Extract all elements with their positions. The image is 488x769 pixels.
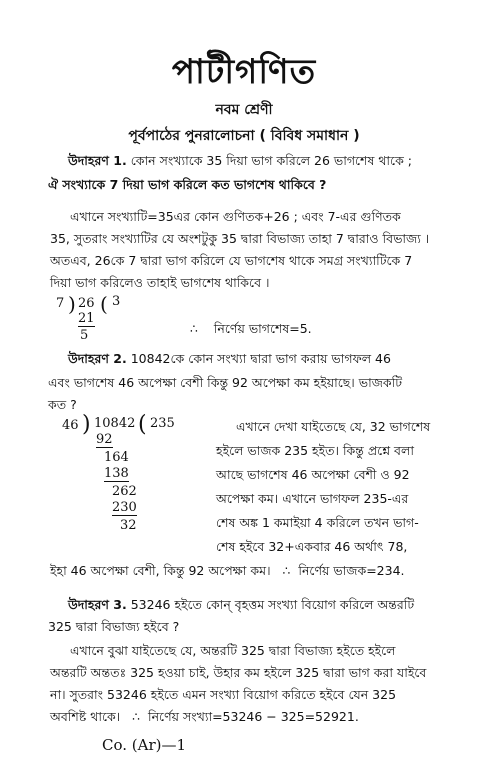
page-footer: Co. (Ar)—1 xyxy=(102,736,187,754)
ex3-answer-line xyxy=(50,706,359,728)
ex2-question-line-2: এবং ভাগশেষ 46 অপেক্ষা বেশী কিন্তু 92 অপেক্ষা কম হইয়াছে। ভাজকটি xyxy=(48,375,403,390)
ex2-step-1: 92 xyxy=(96,432,113,447)
ex1-solution-line-4: দিয়া ভাগ করিলেও তাহাই ভাগশেষ থাকিবে । xyxy=(50,275,270,290)
class-label: নবম শ্রেণী xyxy=(215,102,273,118)
ex1-div-bracket-right: ( xyxy=(100,292,108,316)
ex3-solution-line-4: অবশিষ্ট থাকে। xyxy=(50,709,121,724)
ex1-question-line-1 xyxy=(68,150,412,172)
ex2-explanation-line-7: ইহা 46 অপেক্ষা বেশী, কিন্তু 92 অপেক্ষা কম। xyxy=(50,563,271,578)
ex1-divisor: 7 xyxy=(56,296,65,311)
ex1-answer-text: নির্ণেয় ভাগশেষ=5. xyxy=(213,321,312,336)
ex1-div-bracket-left: ) xyxy=(68,292,76,316)
ex2-step-5: 230 xyxy=(112,500,137,515)
ex2-conclusion xyxy=(50,560,405,582)
ex3-question-text-1: 53246 হইতে কোন্ বৃহত্তম সংখ্যা বিয়োগ করিলে অন্তরটি xyxy=(130,597,415,612)
ex2-explanation-line-1: এখানে দেখা যাইতেছে যে, 32 ভাগশেষ xyxy=(236,419,431,434)
ex2-explanation-line-5: শেষ অঙ্ক 1 কমাইয়া 4 করিলে তখন ভাগ- xyxy=(216,515,419,530)
ex3-question-line-2: 325 দ্বারা বিভাজ্য হইবে ? xyxy=(48,619,180,634)
ex1-dividend: 26 xyxy=(78,296,95,311)
ex2-question-line-1 xyxy=(68,348,391,370)
therefore-symbol: ∴ xyxy=(282,563,291,578)
therefore-symbol: ∴ xyxy=(132,709,141,724)
ex2-divisor: 46 xyxy=(62,418,79,433)
ex3-solution-line-2: অন্তরটি অন্ততঃ 325 হওয়া চাই, উহার কম হইলে 325 দ্বারা ভাগ করা যাইবে xyxy=(50,665,427,680)
ex2-step-3: 138 xyxy=(104,466,129,481)
ex1-answer xyxy=(190,318,312,340)
ex2-quotient: 235 xyxy=(150,416,175,431)
ex1-question-text-1: কোন সংখ্যাকে 35 দিয়া ভাগ করিলে 26 ভাগশেষ থাকে ; xyxy=(130,153,412,168)
ex1-solution-line-2: 35, সুতরাং সংখ্যাটির যে অংশটুকু 35 দ্বারা বিভাজ্য তাহা 7 দ্বারাও বিভাজ্য । xyxy=(50,231,430,246)
ex2-explanation-line-2: হইলে ভাজক 235 হইত। কিন্তু প্রশ্নে বলা xyxy=(216,443,414,458)
section-heading: পূর্বপাঠের পুনরালোচনা ( বিবিধ সমাধান ) xyxy=(128,128,360,144)
ex1-remainder: 5 xyxy=(80,328,89,343)
ex2-div-bracket-left: ) xyxy=(82,412,91,437)
ex2-step-2: 164 xyxy=(104,450,129,465)
ex2-step-6: 32 xyxy=(120,518,137,533)
ex2-answer-text: নির্ণেয় ভাজক=234. xyxy=(298,563,405,578)
ex1-solution-line-1: এখানে সংখ্যাটি=35এর কোন গুণিতক+26 ; এবং 7-এর গুণিতক xyxy=(70,209,401,224)
ex3-question-line-1 xyxy=(68,594,414,616)
ex2-explanation-line-6: শেষ হইবে 32+একবার 46 অর্থাৎ 78, xyxy=(216,539,408,554)
ex2-explanation-line-4: অপেক্ষা কম। এখানে ভাগফল 235-এর xyxy=(216,491,409,506)
ex1-question-line-2: ঐ সংখ্যাকে 7 দিয়া ভাগ করিলে কত ভাগশেষ থাকিবে ? xyxy=(48,177,327,192)
ex2-question-text-1: 10842কে কোন সংখ্যা দ্বারা ভাগ করায় ভাগফল 46 xyxy=(130,351,391,366)
ex1-quotient: 3 xyxy=(112,294,121,309)
ex3-label: উদাহরণ 3. xyxy=(68,597,127,612)
ex1-label: উদাহরণ 1. xyxy=(68,153,127,168)
ex3-answer-text: নির্ণেয় সংখ্যা=53246 − 325=52921. xyxy=(148,709,359,724)
ex2-explanation-line-3: আছে ভাগশেষ 46 অপেক্ষা বেশী ও 92 xyxy=(216,467,410,482)
ex2-step-4: 262 xyxy=(112,484,137,499)
ex2-dividend: 10842 xyxy=(94,416,136,431)
ex2-div-bracket-right: ( xyxy=(138,412,147,437)
ex3-solution-line-1: এখানে বুঝা যাইতেছে যে, অন্তরটি 325 দ্বারা বিভাজ্য হইতে হইলে xyxy=(70,643,396,658)
therefore-symbol: ∴ xyxy=(190,321,198,336)
ex1-product: 21 xyxy=(78,311,95,326)
ex2-label: উদাহরণ 2. xyxy=(68,351,127,366)
ex3-solution-line-3: না। সুতরাং 53246 হইতে এমন সংখ্যা বিয়োগ করিতে হইবে যেন 325 xyxy=(50,687,397,702)
page-title: পাটীগণিত xyxy=(171,52,317,92)
ex2-question-line-3: কত ? xyxy=(48,397,77,412)
ex1-solution-line-3: অতএব, 26কে 7 দ্বারা ভাগ করিলে যে ভাগশেষ থাকে সমগ্র সংখ্যাটিকে 7 xyxy=(50,253,413,268)
